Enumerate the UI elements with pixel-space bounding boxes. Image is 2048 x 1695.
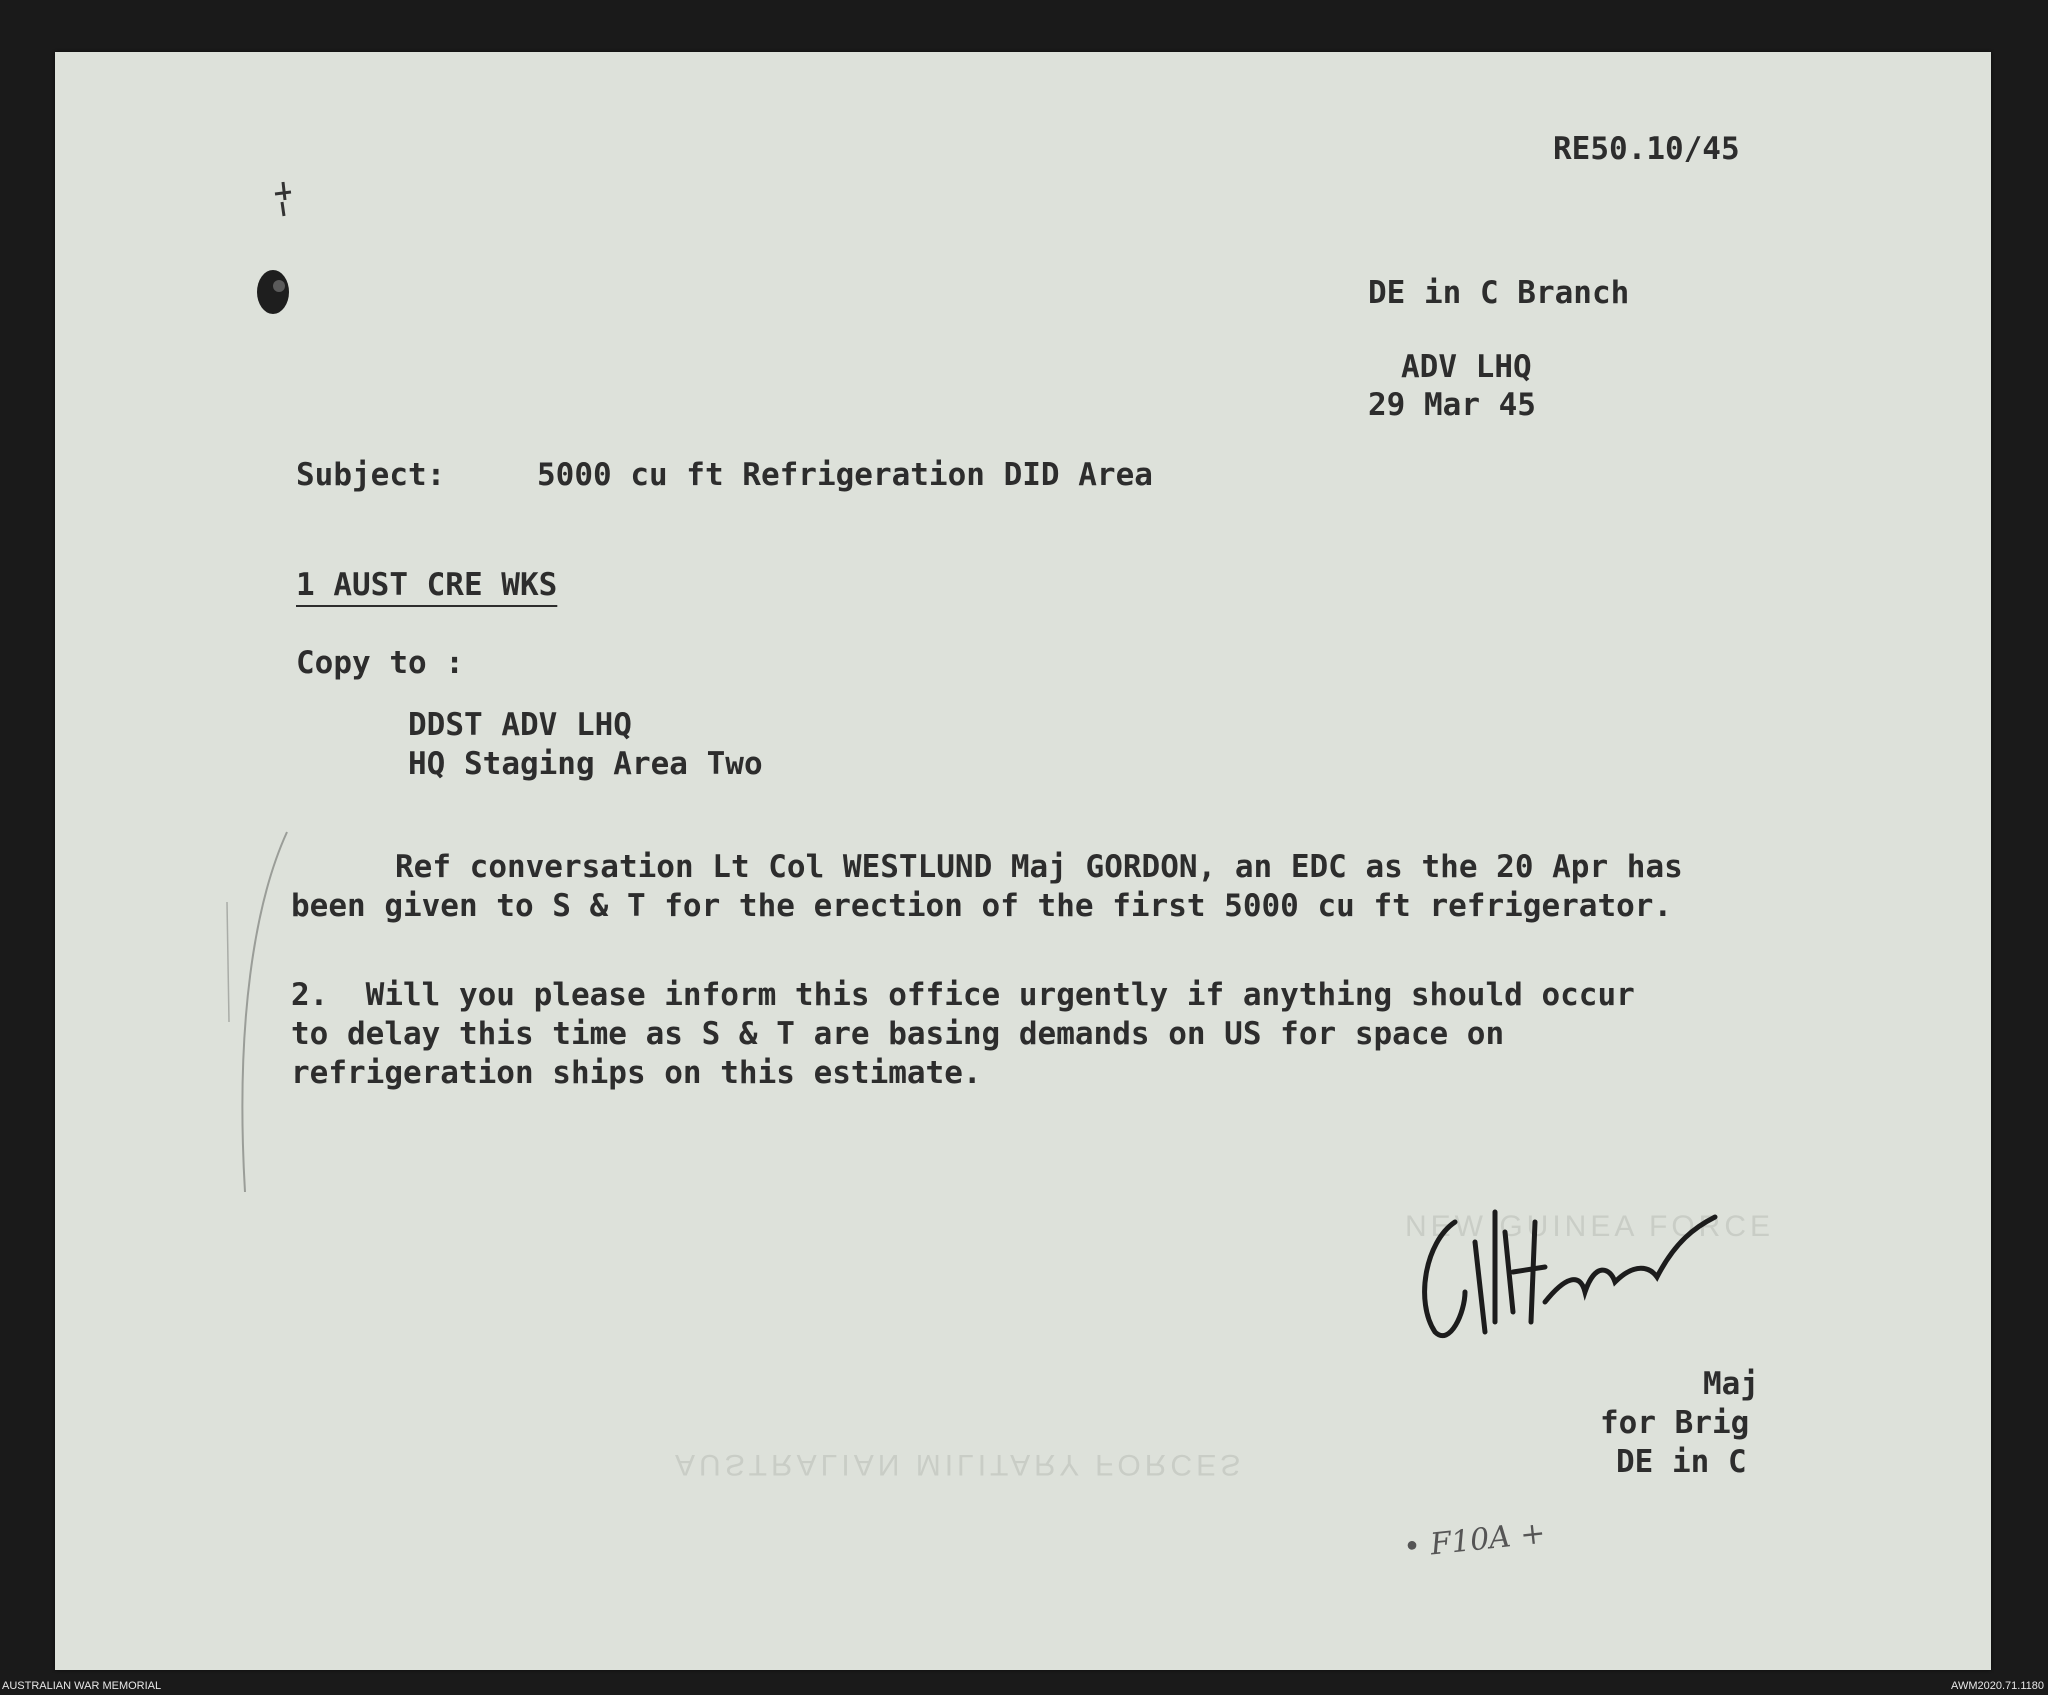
- watermark-top: NEW GUINEA FORCE: [1405, 1210, 1775, 1243]
- handwritten-note: [1360, 1481, 1551, 1604]
- handwritten-note-mark: +: [1508, 1515, 1548, 1555]
- watermark-bottom: AUSTRALIAN MILITARY FORCES: [675, 1448, 1245, 1481]
- copy-to-label: Copy to :: [296, 645, 464, 681]
- addressee: 1 AUST CRE WKS: [296, 567, 558, 603]
- paragraph-1-line: been given to S & T for the erection of the first 5000 cu ft refrigerator.: [291, 888, 1673, 924]
- handwritten-note-text: F10A: [1428, 1519, 1513, 1563]
- paragraph-2-line: to delay this time as S & T are basing demands on US for space on: [291, 1016, 1505, 1052]
- pencil-mark: [215, 822, 295, 1202]
- copy-to-recipient: HQ Staging Area Two: [408, 746, 763, 782]
- subject-text: 5000 cu ft Refrigeration DID Area: [537, 457, 1153, 493]
- paragraph-2-line: 2. Will you please inform this office urgently if anything should occur: [291, 977, 1635, 1013]
- branch-name: DE in C Branch: [1368, 275, 1630, 311]
- punch-hole-icon: [235, 172, 305, 342]
- signature-office: DE in C: [1616, 1444, 1747, 1480]
- signature-rank: Maj: [1703, 1366, 1759, 1402]
- footer-left: AUSTRALIAN WAR MEMORIAL: [2, 1680, 162, 1692]
- signature-for: for Brig: [1600, 1405, 1750, 1441]
- copy-to-recipient: DDST ADV LHQ: [408, 707, 632, 743]
- document-page: [55, 52, 1991, 1670]
- subject-label: Subject:: [296, 457, 446, 493]
- footer-right: AWM2020.71.1180: [1951, 1680, 2044, 1692]
- reference-number: RE50.10/45: [1553, 131, 1740, 167]
- paragraph-2-line: refrigeration ships on this estimate.: [291, 1055, 982, 1091]
- paragraph-1-line: Ref conversation Lt Col WESTLUND Maj GORDON, an EDC as the 20 Apr has: [395, 849, 1683, 885]
- handwritten-note-dot: •: [1401, 1527, 1433, 1566]
- signature: [1395, 1182, 1725, 1352]
- location: ADV LHQ: [1401, 349, 1532, 385]
- letter-date: 29 Mar 45: [1368, 387, 1536, 423]
